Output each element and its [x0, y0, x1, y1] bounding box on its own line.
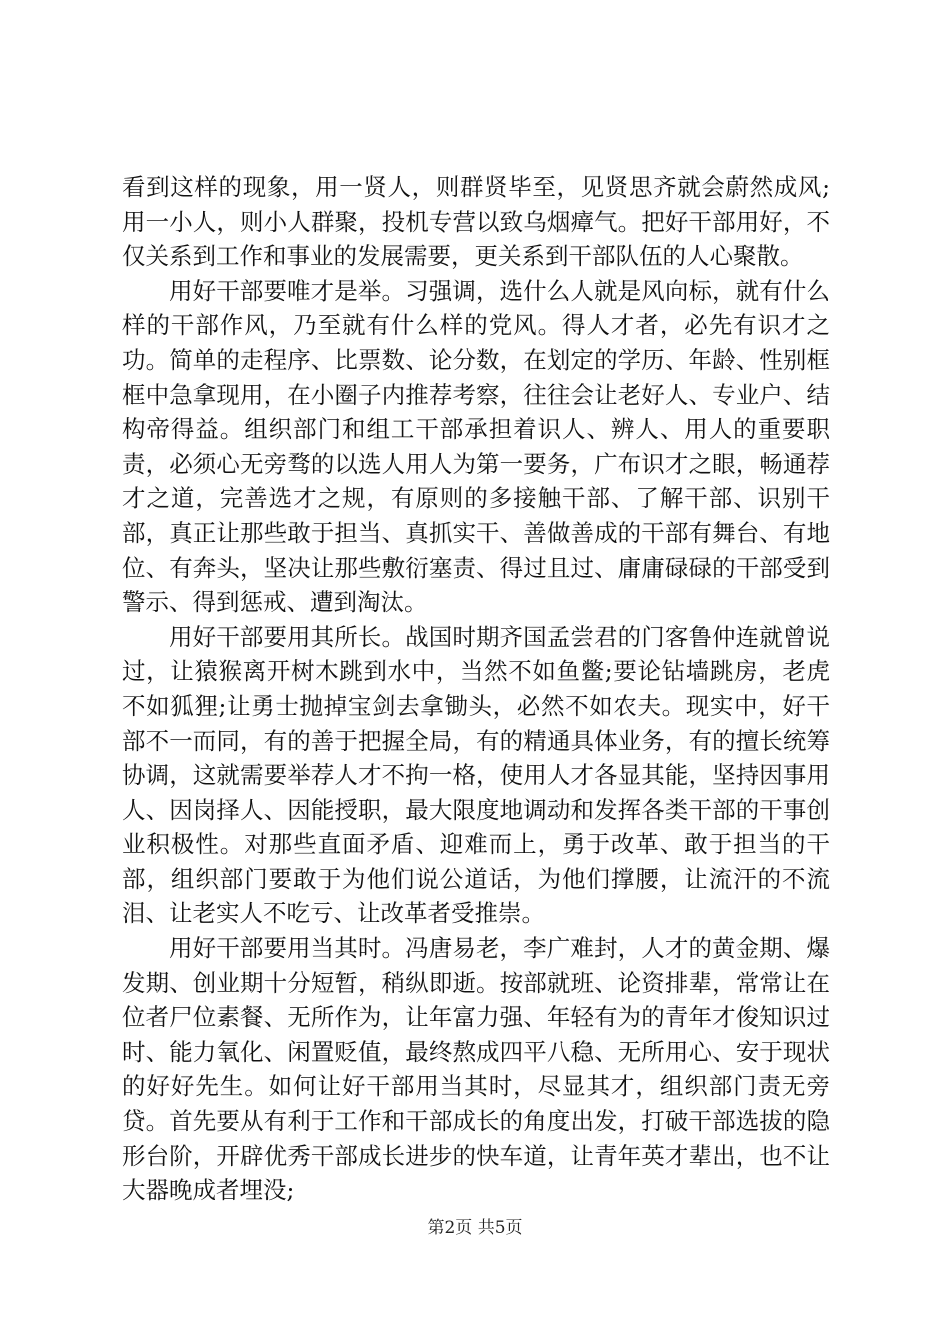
paragraph-strengths: 用好干部要用其所长。战国时期齐国孟尝君的门客鲁仲连就曾说过，让猿猴离开树木跳到水中，当然不如鱼鳖;要论钻墙跳房，老虎不如狐狸;让勇士抛掉宝剑去拿锄头，必然不如农夫。现实中，好干部不一而同，有的善于把握全局，有的精通具体业务，有的擅长统筹协调，这就需要举荐人才不拘一格，使用人才各显其能，坚持因事用人、因岗择人、因能授职，最大限度地调动和发挥各类干部的干事创业积极性。对那些直面矛盾、迎难而上，勇于改革、敢于担当的干部，组织部门要敢于为他们说公道话，为他们撑腰，让流汗的不流泪、让老实人不吃亏、让改革者受推崇。	[122, 622, 830, 928]
paragraph-timing: 用好干部要用当其时。冯唐易老，李广难封，人才的黄金期、爆发期、创业期十分短暂，稍纵即逝。按部就班、论资排辈，常常让在位者尸位素餐、无所作为，让年富力强、年轻有为的青年才俊知识过时、能力氧化、闲置贬值，最终熬成四平八稳、无所用心、安于现状的好好先生。如何让好干部用当其时，尽显其才，组织部门责无旁贷。首先要从有利于工作和干部成长的角度出发，打破干部选拔的隐形台阶，开辟优秀干部成长进步的快车道，让青年英才辈出，也不让大器晚成者埋没;	[122, 934, 830, 1205]
paragraph-continued: 看到这样的现象，用一贤人，则群贤毕至，见贤思齐就会蔚然成风;用一小人，则小人群聚，投机专营以致乌烟瘴气。把好干部用好，不仅关系到工作和事业的发展需要，更关系到干部队伍的人心聚散。	[122, 173, 830, 271]
paragraph-merit: 用好干部要唯才是举。习强调，选什么人就是风向标，就有什么样的干部作风，乃至就有什么样的党风。得人才者，必先有识才之功。简单的走程序、比票数、论分数，在划定的学历、年龄、性别框框中急拿现用，在小圈子内推荐考察，往往会让老好人、专业户、结构帝得益。组织部门和组工干部承担着识人、辨人、用人的重要职责，必须心无旁骛的以选人用人为第一要务，广布识才之眼，畅通荐才之道，完善选才之规，有原则的多接触干部、了解干部、识别干部，真正让那些敢于担当、真抓实干、善做善成的干部有舞台、有地位、有奔头，坚决让那些敷衍塞责、得过且过、庸庸碌碌的干部受到警示、得到惩戒、遭到淘汰。	[122, 276, 830, 617]
body-text	[122, 170, 830, 1208]
page-number-footer: 第2页 共5页	[427, 1218, 523, 1238]
